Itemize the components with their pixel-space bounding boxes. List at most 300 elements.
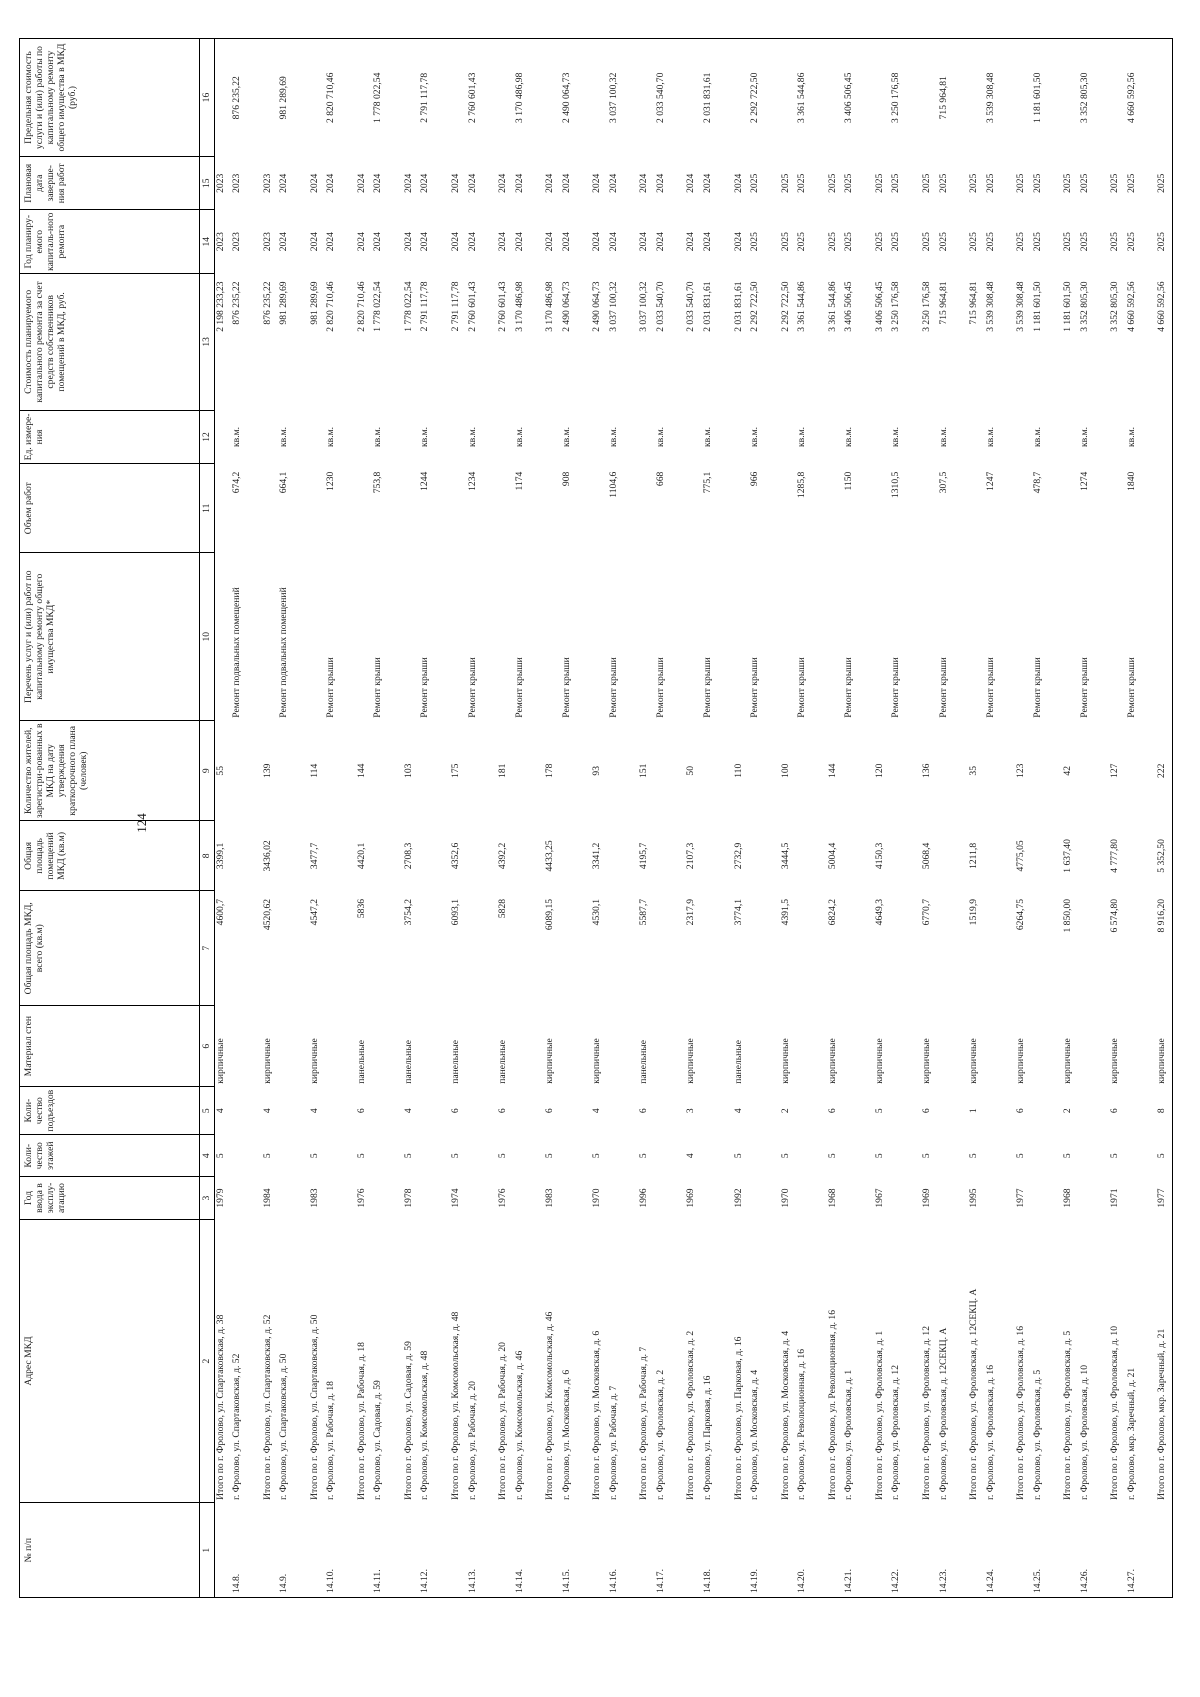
table-row-item [561, 39, 592, 1598]
cell-col-10 [1015, 553, 1032, 721]
cell-col-15: 2023 [215, 173, 226, 193]
cell-col-8 [467, 821, 498, 891]
column-number: 15 [200, 157, 215, 210]
table-row-total [591, 39, 608, 1598]
cell-col-2: г. Фролово, ул. Парковая, д. 16 [702, 1375, 714, 1500]
cell-col-8 [938, 821, 969, 891]
cell-col-16: 981 289,69 [278, 39, 309, 157]
table-row-item [278, 39, 309, 1598]
cell-col-14: 2024 [607, 232, 619, 252]
cell-col-16 [544, 39, 561, 157]
cell-col-7: 5828 [497, 898, 509, 919]
cell-col-10: Ремонт крыши [372, 657, 384, 718]
cell-col-4 [608, 1135, 639, 1177]
cell-col-1 [968, 1503, 985, 1598]
cell-col-10: Ремонт крыши [1078, 657, 1090, 718]
cell-col-7: 5836 [355, 898, 367, 919]
cell-col-1 [1109, 1503, 1126, 1598]
cell-col-3: 1984 [261, 1188, 273, 1208]
cell-col-12 [215, 410, 232, 463]
cell-col-16: 3 539 308,48 [985, 39, 1016, 157]
cell-col-15: 2024 [355, 173, 367, 193]
cell-col-9 [467, 721, 498, 821]
cell-col-7 [1032, 891, 1063, 1006]
cell-col-13: 1 181 601,50 [1062, 281, 1074, 332]
cell-col-2: Итого по г. Фролово, ул. Рабочая, д. 20 [497, 1342, 509, 1500]
cell-col-1: 14.27. [1126, 1503, 1157, 1598]
cell-col-3: 1967 [873, 1188, 885, 1208]
table-row-total [215, 39, 232, 1598]
cell-col-9: 222 [1156, 721, 1173, 821]
cell-col-4 [372, 1135, 403, 1177]
cell-col-9 [325, 721, 356, 821]
cell-col-2: г. Фролово, ул. Фроловская, д. 12СЕКЦ. А [937, 1327, 949, 1500]
header-cell: Общая площадь МКД, всего (кв.м) [20, 891, 200, 1006]
cell-col-9 [890, 721, 921, 821]
cell-col-6: кирпичные [1062, 1038, 1074, 1084]
cell-col-2: г. Фролово, ул. Московская, д. 6 [560, 1369, 572, 1500]
cell-col-11: 1285,8 [796, 471, 808, 499]
cell-col-7 [938, 891, 969, 1006]
header-cell: Коли-чество этажей [20, 1135, 200, 1177]
cell-col-2: Итого по г. Фролово, ул. Фроловская, д. 16 [1015, 1325, 1027, 1500]
cell-col-9 [561, 721, 592, 821]
cell-col-16 [874, 39, 891, 157]
cell-col-5 [938, 1087, 969, 1135]
cell-col-2: г. Фролово, ул. Рабочая, д. 18 [325, 1381, 337, 1500]
cell-col-7 [796, 891, 827, 1006]
cell-col-6 [655, 1006, 686, 1087]
cell-col-4 [419, 1135, 450, 1177]
cell-col-2: Итого по г. Фролово, ул. Фроловская, д. 12СЕКЦ. А [968, 1288, 979, 1500]
cell-col-1 [874, 1503, 891, 1598]
cell-col-10: Ремонт крыши [890, 657, 902, 718]
cell-col-4: 5 [873, 1153, 885, 1159]
cell-col-2: г. Фролово, ул. Рабочая, д. 7 [607, 1385, 619, 1500]
cell-col-3: 1976 [497, 1188, 509, 1208]
cell-col-3 [419, 1177, 450, 1219]
cell-col-6 [278, 1006, 309, 1087]
cell-col-1 [1015, 1503, 1032, 1598]
cell-col-4 [1126, 1135, 1157, 1177]
cell-col-6: панельные [497, 1039, 509, 1084]
cell-col-11 [733, 464, 750, 553]
cell-col-4: 5 [732, 1153, 744, 1159]
cell-col-8: 5 352,50 [1156, 821, 1173, 891]
header-cell: Стоимость планируемого капитального ремонта за счет средств собственников помещений в МКД, руб. [20, 273, 200, 410]
column-number: 1 [200, 1503, 215, 1598]
cell-col-13: 2 490 064,73 [591, 281, 603, 332]
cell-col-3: 1974 [449, 1188, 461, 1208]
cell-col-4: 4 [685, 1153, 697, 1159]
cell-col-12: кв.м. [419, 426, 431, 447]
cell-col-10: Ремонт крыши [796, 657, 808, 718]
cell-col-6 [796, 1006, 827, 1087]
cell-col-14: 2025 [873, 232, 885, 252]
cell-col-13: 3 406 506,45 [843, 281, 855, 332]
cell-col-13: 3 037 100,32 [638, 281, 650, 332]
cell-col-4: 5 [826, 1153, 838, 1159]
cell-col-15: 2025 [843, 173, 855, 193]
cell-col-10 [733, 553, 750, 721]
cell-col-10: Ремонт крыши [937, 657, 949, 718]
cell-col-6: кирпичные [544, 1038, 556, 1084]
cell-col-3: 1976 [355, 1188, 367, 1208]
cell-col-11 [1109, 464, 1126, 553]
cell-col-10: Ремонт крыши [513, 657, 525, 718]
cell-col-5 [890, 1087, 921, 1135]
cell-col-3: 1970 [591, 1188, 603, 1208]
cell-col-7: 4547,2 [308, 898, 320, 926]
cell-col-12: кв.м. [749, 426, 761, 447]
cell-col-4 [890, 1135, 921, 1177]
table-row-item [702, 39, 733, 1598]
header-cell: Перечень услуг и (или) работ по капитальному ремонту общего имущества МКД* [20, 553, 200, 721]
cell-col-9 [1079, 721, 1110, 821]
cell-col-12: кв.м. [890, 426, 902, 447]
table-row-total [921, 39, 938, 1598]
cell-col-2: Итого по г. Фролово, ул. Московская, д. 4 [779, 1330, 791, 1500]
cell-col-8 [796, 821, 827, 891]
cell-col-9 [938, 721, 969, 821]
cell-col-2: Итого по г. Фролово, ул. Московская, д. 6 [591, 1330, 603, 1500]
cell-col-1 [638, 1503, 655, 1598]
cell-col-1 [262, 1503, 279, 1598]
cell-col-1 [685, 1503, 702, 1598]
cell-col-14: 2023 [231, 232, 243, 252]
column-number: 10 [200, 553, 215, 721]
cell-col-2: г. Фролово, ул. Фроловская, д. 2 [654, 1369, 666, 1500]
cell-col-15: 2025 [1031, 173, 1043, 193]
table-row-total [827, 39, 844, 1598]
cell-col-8 [231, 821, 262, 891]
cell-col-3: 1970 [779, 1188, 791, 1208]
cell-col-12 [497, 410, 514, 463]
table-row-total [403, 39, 420, 1598]
cell-col-14: 2025 [1125, 232, 1137, 252]
cell-col-16 [780, 39, 797, 157]
column-number: 7 [200, 891, 215, 1006]
cell-col-1: 14.10. [325, 1503, 356, 1598]
cell-col-13: 981 289,69 [278, 281, 290, 325]
cell-col-12 [262, 410, 279, 463]
cell-col-5: 5 [873, 1108, 885, 1114]
table-body [215, 39, 1173, 1598]
cell-col-4: 5 [544, 1153, 556, 1159]
cell-col-10: Ремонт крыши [419, 657, 431, 718]
cell-col-9 [843, 721, 874, 821]
cell-col-5 [655, 1087, 686, 1135]
cell-col-10 [968, 553, 985, 721]
cell-col-12: кв.м. [984, 426, 996, 447]
cell-col-4: 5 [261, 1153, 273, 1159]
cell-col-15: 2025 [1078, 173, 1090, 193]
cell-col-8: 3436,02 [261, 840, 273, 872]
cell-col-3: 1971 [1109, 1188, 1121, 1208]
table-row-item [419, 39, 450, 1598]
cell-col-11: 753,8 [372, 471, 384, 494]
cell-col-5 [231, 1087, 262, 1135]
cell-col-14: 2024 [402, 232, 414, 252]
cell-col-11 [309, 464, 326, 553]
cell-col-14: 2025 [1015, 232, 1027, 252]
header-cell: Ед. измере-ния [20, 410, 200, 463]
cell-col-14: 2024 [591, 232, 603, 252]
cell-col-3 [843, 1177, 874, 1219]
cell-col-5 [985, 1087, 1016, 1135]
cell-col-8: 2708,3 [402, 842, 414, 870]
cell-col-9: 144 [355, 763, 367, 778]
cell-col-3 [467, 1177, 498, 1219]
cell-col-3: 1969 [685, 1188, 697, 1208]
cell-col-3 [749, 1177, 780, 1219]
cell-col-9 [749, 721, 780, 821]
cell-col-14: 2025 [1156, 210, 1173, 273]
cell-col-9: 175 [449, 763, 461, 778]
cell-col-13: 2 031 831,61 [702, 281, 714, 332]
cell-col-2: г. Фролово, мкр. Заречный, д. 21 [1125, 1367, 1137, 1500]
cell-col-5 [702, 1087, 733, 1135]
cell-col-1: 14.26. [1079, 1503, 1110, 1598]
cell-col-2: Итого по г. Фролово, ул. Спартаковская, д. 38 [215, 1314, 226, 1500]
cell-col-4 [561, 1135, 592, 1177]
cell-col-9: 151 [638, 763, 650, 778]
cell-col-8: 1211,8 [968, 842, 979, 869]
cell-col-7 [278, 891, 309, 1006]
cell-col-6 [514, 1006, 545, 1087]
cell-col-10: Ремонт крыши [749, 657, 761, 718]
cell-col-10: Ремонт крыши [1125, 657, 1137, 718]
cell-col-14: 2025 [1109, 232, 1121, 252]
cell-col-16: 2 033 540,70 [655, 39, 686, 157]
cell-col-15: 2024 [638, 173, 650, 193]
cell-col-9: 120 [873, 763, 885, 778]
cell-col-1: 14.20. [796, 1503, 827, 1598]
cell-col-2: г. Фролово, ул. Спартаковская, д. 50 [278, 1353, 290, 1500]
cell-col-14: 2024 [466, 232, 478, 252]
cell-col-10: Ремонт крыши [843, 657, 855, 718]
cell-col-8 [278, 821, 309, 891]
cell-col-3 [1079, 1177, 1110, 1219]
cell-col-14: 2025 [1078, 232, 1090, 252]
cell-col-1 [403, 1503, 420, 1598]
cell-col-15: 2025 [873, 173, 885, 193]
table-row-item [655, 39, 686, 1598]
cell-col-16: 3 250 176,58 [890, 39, 921, 157]
cell-col-3 [514, 1177, 545, 1219]
cell-col-8 [561, 821, 592, 891]
cell-col-3: 1983 [544, 1188, 556, 1208]
cell-col-9: 139 [261, 763, 273, 778]
cell-col-6: кирпичные [779, 1038, 791, 1084]
cell-col-6 [749, 1006, 780, 1087]
cell-col-9: 127 [1109, 763, 1121, 778]
cell-col-10 [262, 553, 279, 721]
table-row-total [685, 39, 702, 1598]
cell-col-11: 674,2 [231, 471, 243, 494]
cell-col-7: 6 574,80 [1109, 898, 1121, 933]
cell-col-1 [733, 1503, 750, 1598]
cell-col-12 [403, 410, 420, 463]
cell-col-3: 1995 [968, 1188, 979, 1208]
cell-col-8 [890, 821, 921, 891]
table-row-item [1079, 39, 1110, 1598]
cell-col-12: кв.м. [796, 426, 808, 447]
table-row-total [780, 39, 797, 1598]
cell-col-6: кирпичные [215, 1038, 226, 1084]
cell-col-11: 966 [749, 471, 761, 487]
cell-col-15: 2024 [497, 173, 509, 193]
cell-col-16: 2 791 117,78 [419, 39, 450, 157]
cell-col-15: 2024 [607, 173, 619, 193]
cell-col-5 [843, 1087, 874, 1135]
cell-col-13: 4 660 592,56 [1125, 281, 1137, 332]
cell-col-2: Итого по г. Фролово, ул. Комсомольская, д. 48 [449, 1311, 461, 1500]
cell-col-16: 3 170 486,98 [514, 39, 545, 157]
column-number: 6 [200, 1006, 215, 1087]
cell-col-16: 3 352 805,30 [1079, 39, 1110, 157]
table-row-total [450, 39, 467, 1598]
cell-col-4: 5 [215, 1153, 226, 1159]
cell-col-8: 3341,2 [591, 842, 603, 870]
cell-col-9 [419, 721, 450, 821]
cell-col-9: 181 [497, 763, 509, 778]
cell-col-1: 14.23. [938, 1503, 969, 1598]
cell-col-3 [608, 1177, 639, 1219]
cell-col-7 [325, 891, 356, 1006]
header-cell: Адрес МКД [20, 1219, 200, 1503]
cell-col-8 [1032, 821, 1063, 891]
table-row-item [938, 39, 969, 1598]
cell-col-5: 2 [779, 1108, 791, 1114]
cell-col-7: 4649,3 [873, 898, 885, 926]
cell-col-16: 1 181 601,50 [1032, 39, 1063, 157]
cell-col-7: 4391,5 [779, 898, 791, 926]
cell-col-16: 3 361 544,86 [796, 39, 827, 157]
cell-col-6: панельные [449, 1039, 461, 1084]
cell-col-3 [278, 1177, 309, 1219]
cell-col-10 [685, 553, 702, 721]
cell-col-13: 715 964,81 [968, 281, 979, 325]
cell-col-3 [655, 1177, 686, 1219]
cell-col-5: 4 [402, 1108, 414, 1114]
cell-col-4 [1032, 1135, 1063, 1177]
cell-col-6 [702, 1006, 733, 1087]
cell-col-13: 3 539 308,48 [984, 281, 996, 332]
cell-col-8: 4352,6 [449, 842, 461, 870]
cell-col-12 [544, 410, 561, 463]
cell-col-13: 3 352 805,30 [1109, 281, 1121, 332]
column-number: 11 [200, 464, 215, 553]
cell-col-13: 2 490 064,73 [560, 281, 572, 332]
cell-col-13: 4 660 592,56 [1156, 273, 1173, 410]
cell-col-5 [796, 1087, 827, 1135]
cell-col-11 [544, 464, 561, 553]
cell-col-12: кв.м. [513, 426, 525, 447]
cell-col-8 [702, 821, 733, 891]
cell-col-10 [1109, 553, 1126, 721]
cell-col-16 [403, 39, 420, 157]
cell-col-1 [356, 1503, 373, 1598]
cell-col-12 [1109, 410, 1126, 463]
cell-col-3: 1977 [1015, 1188, 1027, 1208]
header-cell: Материал стен [20, 1006, 200, 1087]
cell-col-9: 55 [215, 765, 226, 776]
cell-col-5 [561, 1087, 592, 1135]
cell-col-1: 14.25. [1032, 1503, 1063, 1598]
cell-col-10 [403, 553, 420, 721]
cell-col-4: 5 [591, 1153, 603, 1159]
cell-col-13: 2 791 117,78 [419, 281, 431, 332]
cell-col-2: г. Фролово, ул. Фроловская, д. 1 [843, 1369, 855, 1500]
cell-col-10 [215, 553, 232, 721]
cell-col-1: 14.8. [231, 1503, 262, 1598]
cell-col-5: 6 [826, 1108, 838, 1114]
cell-col-7: 3774,1 [732, 898, 744, 926]
cell-col-13: 3 170 486,98 [544, 281, 556, 332]
cell-col-6 [938, 1006, 969, 1087]
cell-col-15: 2024 [732, 173, 744, 193]
cell-col-1 [544, 1503, 561, 1598]
cell-col-8: 2107,3 [685, 842, 697, 870]
cell-col-9: 100 [779, 763, 791, 778]
cell-col-4: 5 [1015, 1153, 1027, 1159]
cell-col-2: Итого по г. Фролово, ул. Садовая, д. 59 [402, 1341, 414, 1500]
cell-col-15: 2025 [890, 173, 902, 193]
cell-col-16: 2 031 831,61 [702, 39, 733, 157]
cell-col-14: 2025 [937, 232, 949, 252]
cell-col-5 [278, 1087, 309, 1135]
cell-col-9 [1032, 721, 1063, 821]
cell-col-13: 876 235,22 [231, 281, 243, 325]
cell-col-12 [968, 410, 985, 463]
cell-col-8: 3444,5 [779, 842, 791, 870]
cell-col-9 [608, 721, 639, 821]
table-row-item [985, 39, 1016, 1598]
cell-col-7: 3754,2 [402, 898, 414, 926]
table-row-total [638, 39, 655, 1598]
cell-col-12: кв.м. [325, 426, 337, 447]
cell-col-11: 1247 [984, 471, 996, 491]
table-row-total [733, 39, 750, 1598]
cell-col-8 [608, 821, 639, 891]
cell-col-9 [514, 721, 545, 821]
cell-col-7 [231, 891, 262, 1006]
cell-col-10 [874, 553, 891, 721]
cell-col-15: 2024 [372, 173, 384, 193]
cell-col-16 [968, 39, 985, 157]
cell-col-3 [1032, 1177, 1063, 1219]
cell-col-4: 5 [402, 1153, 414, 1159]
cell-col-2: Итого по г. Фролово, ул. Фроловская, д. 12 [920, 1325, 932, 1500]
cell-col-2: Итого по г. Фролово, мкр. Заречный, д. 21 [1156, 1219, 1173, 1503]
cell-col-4: 5 [920, 1153, 932, 1159]
cell-col-4: 5 [1109, 1153, 1121, 1159]
cell-col-15: 2024 [654, 173, 666, 193]
cell-col-8: 4433,25 [544, 840, 556, 872]
cell-col-12 [450, 410, 467, 463]
header-cell: Объем работ [20, 464, 200, 553]
cell-col-8 [655, 821, 686, 891]
cell-col-2: Итого по г. Фролово, ул. Фроловская, д. 2 [685, 1330, 697, 1500]
cell-col-12: кв.м. [937, 426, 949, 447]
cell-col-4: 5 [1062, 1153, 1074, 1159]
cell-col-5: 4 [261, 1108, 273, 1114]
cell-col-1 [1062, 1503, 1079, 1598]
cell-col-4: 5 [355, 1153, 367, 1159]
cell-col-15: 2024 [419, 173, 431, 193]
cell-col-3 [985, 1177, 1016, 1219]
